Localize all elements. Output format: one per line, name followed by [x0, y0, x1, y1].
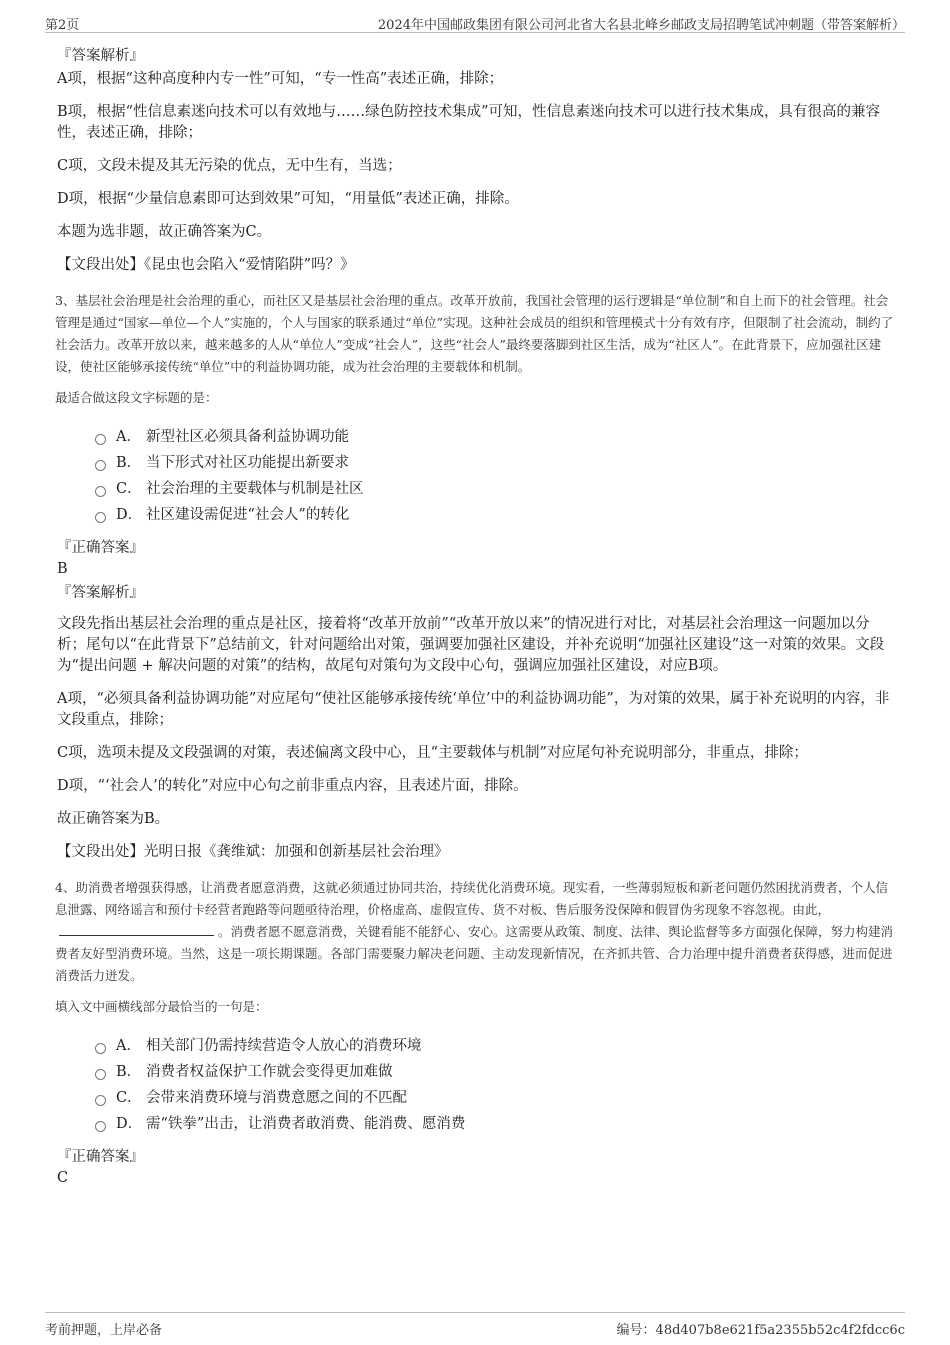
radio-icon[interactable]	[95, 512, 106, 523]
q2-conclusion: 本题为选非题，故正确答案为C。	[57, 224, 272, 240]
page-content	[55, 44, 895, 1190]
q3-option-a[interactable]: A． 新型社区必须具备利益协调功能	[95, 424, 895, 450]
q2-analysis-c: C项，文段未提及其无污染的优点，无中生有，当选；	[57, 158, 402, 174]
radio-icon[interactable]	[95, 1043, 106, 1054]
document-id: 编号：48d407b8e621f5a2355b52c4f2fdcc6c	[616, 1323, 905, 1338]
q3-analysis-d: D项，“‘社会人’的转化”对应中心句之前非重点内容，且表述片面，排除。	[57, 778, 528, 794]
q4-options	[95, 1033, 895, 1137]
q4-stem: 填入文中画横线部分最恰当的一句是：	[55, 999, 268, 1014]
document-title: 2024年中国邮政集团有限公司河北省大名县北峰乡邮政支局招聘笔试冲刺题（带答案解析）	[377, 18, 905, 33]
radio-icon[interactable]	[95, 460, 106, 471]
fill-blank	[59, 923, 214, 936]
q4-option-a[interactable]: A． 相关部门仍需持续营造令人放心的消费环境	[95, 1033, 895, 1059]
q3-answer: B	[57, 561, 68, 577]
q2-analysis-a: A项，根据“这种高度种内专一性”可知，“专一性高”表述正确，排除；	[57, 71, 504, 87]
q3-conclusion: 故正确答案为B。	[57, 811, 170, 827]
q3-source: 【文段出处】光明日报《龚维斌：加强和创新基层社会治理》	[57, 844, 449, 860]
footer-slogan: 考前押题，上岸必备	[45, 1323, 163, 1338]
radio-icon[interactable]	[95, 434, 106, 445]
page-number: 第2页	[45, 18, 80, 33]
q4-option-c[interactable]: C． 会带来消费环境与消费意愿之间的不匹配	[95, 1085, 895, 1111]
q2-source: 【文段出处】《昆虫也会陷入“爱情陷阱”吗？》	[57, 257, 355, 273]
page-footer	[45, 1312, 905, 1338]
q3-option-c[interactable]: C． 社会治理的主要载体与机制是社区	[95, 476, 895, 502]
q3-analysis-c: C项，选项未提及文段强调的对策，表述偏离文段中心，且“主要载体与机制”对应尾句补充说明部分，非重点，排除；	[57, 745, 808, 761]
radio-icon[interactable]	[95, 486, 106, 497]
q3-analysis: 文段先指出基层社会治理的重点是社区，接着将“改革开放前”“改革开放以来”的情况进行对比，对基层社会治理这一问题加以分析；尾句以“在此背景下”总结前文，针对问题给出对策，强调要加强社区建设，并补充说明“加强社区建设”这一对策的效果。文段为“提出问题 + 解决问题的对策”的结构，故尾句对策句为文段中心句，强调应加强社区建设，对应B项。	[57, 616, 885, 674]
q3-options	[95, 424, 895, 528]
q4-option-d[interactable]: D． 需“铁拳”出击，让消费者敢消费、能消费、愿消费	[95, 1111, 895, 1137]
q4-answer-label: 『正确答案』	[57, 1149, 144, 1165]
q2-analysis-b: B项，根据“性信息素迷向技术可以有效地与……绿色防控技术集成”可知，性信息素迷向技术可以进行技术集成，具有很高的兼容性，表述正确，排除；	[57, 104, 880, 141]
q3-option-b[interactable]: B． 当下形式对社区功能提出新要求	[95, 450, 895, 476]
q2-analysis-label: 『答案解析』	[57, 48, 144, 64]
radio-icon[interactable]	[95, 1069, 106, 1080]
q3-passage: 3、基层社会治理是社会治理的重心，而社区又是基层社会治理的重点。改革开放前，我国社会管理的运行逻辑是“单位制”和自上而下的社会管理。社会管理是通过“国家—单位—个人”实施的，个人与国家的联系通过“单位”实现。这种社会成员的组织和管理模式十分有效有序，但限制了社会流动，制约了社会活力。改革开放以来，越来越多的人从“单位人”变成“社会人”，这些“社会人”最终要落脚到社区生活，成为“社区人”。在此背景下，应加强社区建设，使社区能够承接传统“单位”中的利益协调功能，成为社会治理的主要载体和机制。	[55, 293, 894, 374]
q4-answer: C	[57, 1170, 69, 1186]
q4-passage: 4、助消费者增强获得感，让消费者愿意消费，这就必须通过协同共治，持续优化消费环境。现实看，一些薄弱短板和新老问题仍然困扰消费者，个人信息泄露、网络谣言和预付卡经营者跑路等问题亟待治理，价格虚高、虚假宣传、货不对板、售后服务没保障和假冒伪劣现象不容忽视。由此，。消费者愿不愿意消费，关键看能不能舒心、安心。这需要从政策、制度、法律、舆论监督等多方面强化保障，努力构建消费者友好型消费环境。当然，这是一项长期课题。各部门需要聚力解决老问题、主动发现新情况，在齐抓共管、合力治理中提升消费者获得感，进而促进消费活力迸发。	[55, 880, 894, 983]
q3-analysis-label: 『答案解析』	[57, 585, 144, 601]
q3-answer-label: 『正确答案』	[57, 540, 144, 556]
q3-option-d[interactable]: D． 社区建设需促进“社会人”的转化	[95, 502, 895, 528]
q4-option-b[interactable]: B． 消费者权益保护工作就会变得更加难做	[95, 1059, 895, 1085]
radio-icon[interactable]	[95, 1121, 106, 1132]
q3-stem: 最适合做这段文字标题的是：	[55, 390, 218, 405]
page-header	[45, 14, 905, 33]
q3-analysis-a: A项，“必须具备利益协调功能”对应尾句“使社区能够承接传统‘单位’中的利益协调功能”，为对策的效果，属于补充说明的内容，非文段重点，排除；	[57, 691, 890, 728]
radio-icon[interactable]	[95, 1095, 106, 1106]
q2-analysis-d: D项，根据“少量信息素即可达到效果”可知，“用量低”表述正确，排除。	[57, 191, 519, 207]
